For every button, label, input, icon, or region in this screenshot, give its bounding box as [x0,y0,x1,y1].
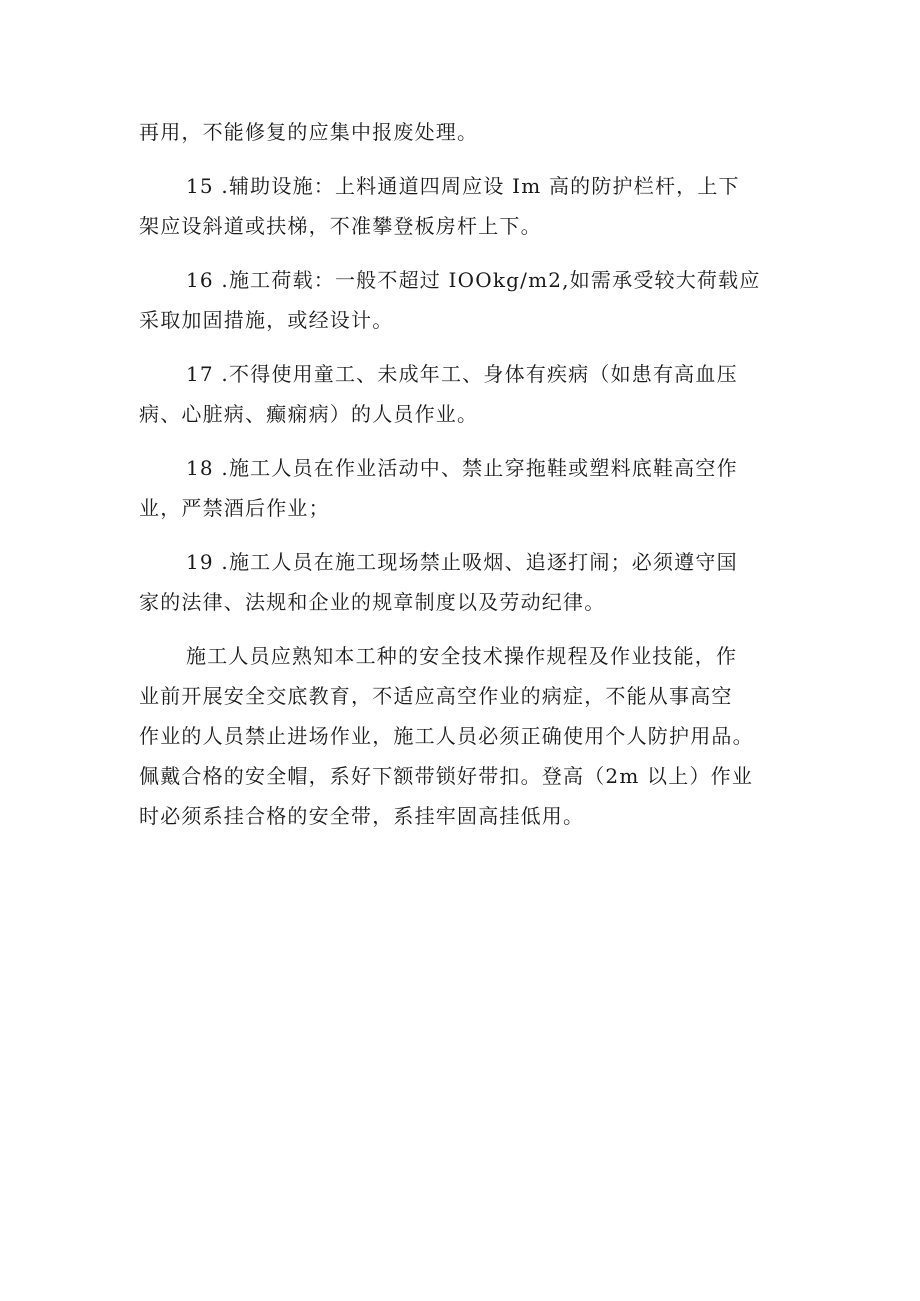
text-line: 佩戴合格的安全帽，系好下额带锁好带扣。登高（2m 以上）作业 [139,764,754,788]
paragraph-item-15 [139,166,809,246]
text-line: 家的法律、法规和企业的规章制度以及劳动纪律。 [139,590,606,614]
text-line: 再用，不能修复的应集中报废处理。 [139,120,479,144]
paragraph-summary [139,636,809,836]
text-line: 18 .施工人员在作业活动中、禁止穿拖鞋或塑料底鞋高空作 [186,456,738,480]
text-line: 19 .施工人员在施工现场禁止吸烟、追逐打闹；必须遵守国 [186,550,738,574]
paragraph-continuation [139,112,809,152]
paragraph-item-18 [139,448,809,528]
text-line: 15 .辅助设施：上料通道四周应设 Im 高的防护栏杆，上下 [186,174,740,198]
paragraph-item-17 [139,354,809,434]
text-line: 业前开展安全交底教育，不适应高空作业的病症，不能从事高空 [139,684,733,708]
text-line: 16 .施工荷载：一般不超过 IOOkg/m2,如需承受较大荷载应 [186,268,761,292]
text-line: 架应设斜道或扶梯，不准攀登板房杆上下。 [139,214,542,238]
text-line: 采取加固措施，或经设计。 [139,308,394,332]
text-line: 施工人员应熟知本工种的安全技术操作规程及作业技能，作 [186,644,738,668]
text-line: 作业的人员禁止进场作业，施工人员必须正确使用个人防护用品。 [139,724,754,748]
text-line: 时必须系挂合格的安全带，系挂牢固高挂低用。 [139,804,585,828]
document-body [139,112,809,850]
text-line: 业，严禁酒后作业； [139,496,330,520]
paragraph-item-16 [139,260,809,340]
text-line: 病、心脏病、癫痫病）的人员作业。 [139,402,479,426]
text-line: 17 .不得使用童工、未成年工、身体有疾病（如患有高血压 [186,362,738,386]
paragraph-item-19 [139,542,809,622]
